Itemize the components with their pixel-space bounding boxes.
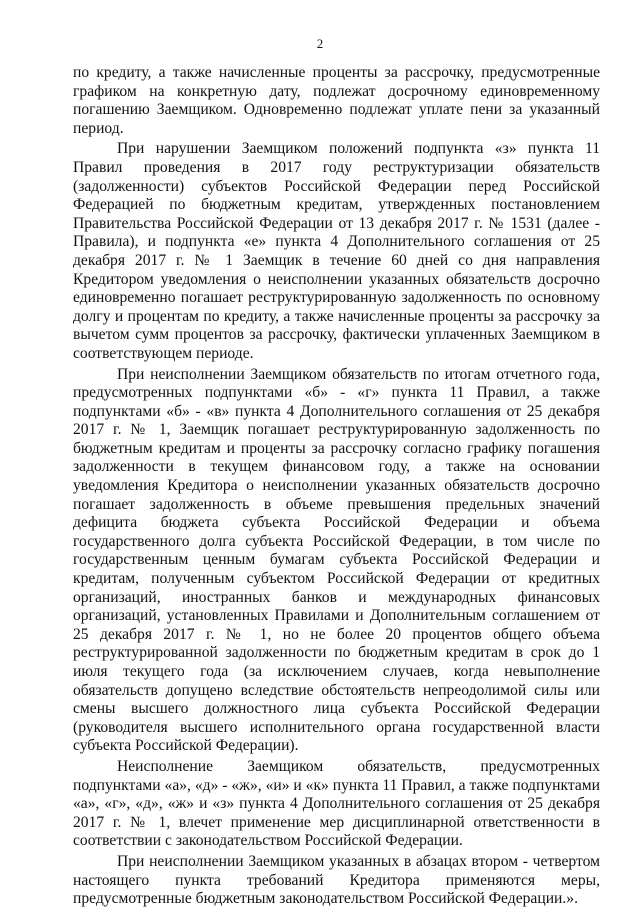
page-number: 2: [316, 36, 324, 51]
paragraph-continuation: по кредиту, а также начисленные проценты за рассрочку, предусмотренные графиком на конкретную дату, подлежат досрочному единовременному погашению Заемщиком. Одновременно подлежат уплате пени за указанный период.: [73, 64, 600, 137]
paragraph-disciplinary-liability: Неисполнение Заемщиком обязательств, предусмотренных подпунктами «а», «д» - «ж», «и» и «к» пункта 11 Правил, а также подпунктами «а», «г», «д», «ж» и «з» пункта 4 Дополнительного соглашения от 25 декабря 2017 г. № 1, влечет применение мер дисциплинарной ответственности в соответствии с законодательством Российской Федерации.: [73, 757, 600, 850]
document-body: [73, 64, 600, 911]
paragraph-violation-subpoint-z: При нарушении Заемщиком положений подпункта «з» пункта 11 Правил проведения в 2017 году реструктуризации обязательств (задолженности) субъектов Российской Федерации перед Российской Федерацией по бюджетным кредитам, утвержденных постановлением Правительства Российской Федерации от 13 декабря 2017 г. № 1531 (далее - Правила), и подпункта «е» пункта 4 Дополнительного соглашения от 25 декабря 2017 г. № 1 Заемщик в течение 60 дней со дня направления Кредитором уведомления о неисполнении указанных обязательств досрочно единовременно погашает реструктурированную задолженность по основному долгу и процентам по кредиту, а также начисленные проценты за рассрочку за вычетом сумм процентов за рассрочку, фактически уплаченных Заемщиком в соответствующем периоде.: [73, 140, 600, 362]
paragraph-nonfulfillment-annual: При неисполнении Заемщиком обязательств по итогам отчетного года, предусмотренных подпунктами «б» - «г» пункта 11 Правил, а также подпунктами «б» - «в» пункта 4 Дополнительного соглашения от 25 декабря 2017 г. № 1, Заемщик погашает реструктурированную задолженность по бюджетным кредитам и проценты за рассрочку согласно графику погашения задолженности в текущем финансовом году, а также на основании уведомления Кредитора о неисполнении указанных обязательств досрочно погашает задолженность в объеме превышения предельных значений дефицита бюджета субъекта Российской Федерации и объема государственного долга субъекта Российской Федерации, в том числе по государственным ценным бумагам субъекта Российской Федерации и кредитам, полученным субъектом Российской Федерации от кредитных организаций, иностранных банков и международных финансовых организаций, установленных Правилами и Дополнительным соглашением от 25 декабря 2017 г. № 1, но не более 20 процентов общего объема реструктурированной задолженности по бюджетным кредитам в срок до 1 июля текущего года (за исключением случаев, когда невыполнение обязательств допущено вследствие обстоятельств непреодолимой силы или смены высшего должностного лица субъекта Российской Федерации (руководителя высшего исполнительного органа государственной власти субъекта Российской Федерации).: [73, 365, 600, 755]
paragraph-budget-measures: При неисполнении Заемщиком указанных в абзацах втором - четвертом настоящего пункта требований Кредитора применяются меры, предусмотренные бюджетным законодательством Российской Федерации.».: [73, 852, 600, 908]
